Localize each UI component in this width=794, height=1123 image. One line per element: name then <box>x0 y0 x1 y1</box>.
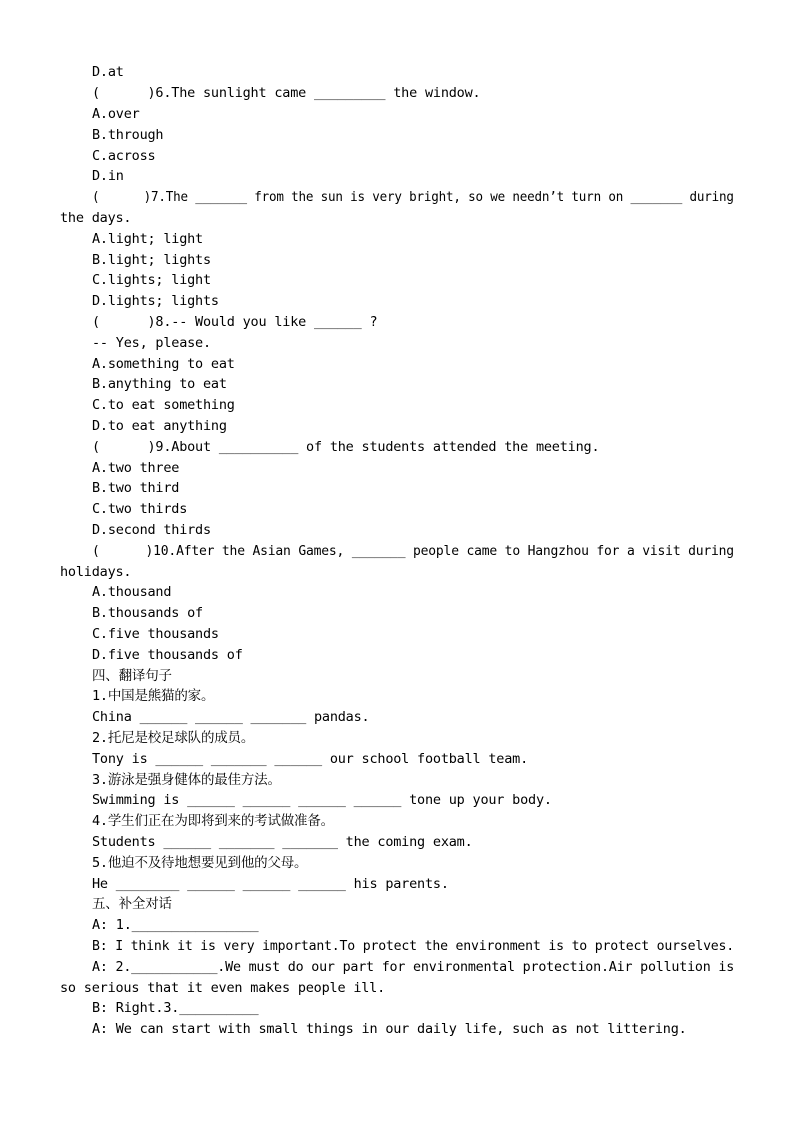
q6-option-b: B.through <box>92 127 164 143</box>
translation-2-blanks: Tony is ______ _______ ______ our school football team. <box>92 751 529 767</box>
q5-option-d: D.at <box>92 64 124 80</box>
question-8: ( )8.-- Would you like ______ ? <box>92 314 378 330</box>
question-9: ( )9.About __________ of the students attended the meeting. <box>92 439 600 455</box>
translation-3-prompt: 3.游泳是强身健体的最佳方法。 <box>92 772 281 788</box>
q9-option-d: D.second thirds <box>92 522 211 538</box>
section-4-heading: 四、翻译句子 <box>92 668 172 684</box>
dialogue-a-1: A: 1.________________ <box>92 917 259 933</box>
q10-option-a: A.thousand <box>92 584 172 600</box>
q10-option-c: C.five thousands <box>92 626 219 642</box>
question-7-continued: the days. <box>60 210 132 226</box>
q7-option-b: B.light; lights <box>92 252 211 268</box>
dialogue-a-3: A: We can start with small things in our daily life, such as not littering. <box>92 1021 687 1037</box>
dialogue-b-2: B: Right.3.__________ <box>92 1000 259 1016</box>
q9-option-a: A.two three <box>92 460 180 476</box>
q8-option-b: B.anything to eat <box>92 376 227 392</box>
q9-option-b: B.two third <box>92 480 180 496</box>
q8-option-a: A.something to eat <box>92 356 235 372</box>
q7-option-a: A.light; light <box>92 231 203 247</box>
translation-2-prompt: 2.托尼是校足球队的成员。 <box>92 730 255 746</box>
q6-option-c: C.across <box>92 148 156 164</box>
q6-option-a: A.over <box>92 106 140 122</box>
translation-3-blanks: Swimming is ______ ______ ______ ______ tone up your body. <box>92 792 552 808</box>
q6-option-d: D.in <box>92 168 124 184</box>
dialogue-b-1: B: I think it is very important.To protect the environment is to protect ourselves. <box>92 938 735 954</box>
dialogue-a-2-continued: so serious that it even makes people ill. <box>60 980 386 996</box>
q7-option-d: D.lights; lights <box>92 293 219 309</box>
q8-option-c: C.to eat something <box>92 397 235 413</box>
question-10-continued: holidays. <box>60 564 132 580</box>
translation-1-prompt: 1.中国是熊猫的家。 <box>92 688 215 704</box>
q7-option-c: C.lights; light <box>92 272 211 288</box>
q9-option-c: C.two thirds <box>92 501 188 517</box>
translation-4-prompt: 4.学生们正在为即将到来的考试做准备。 <box>92 813 334 829</box>
q8-option-d: D.to eat anything <box>92 418 227 434</box>
q10-option-d: D.five thousands of <box>92 647 243 663</box>
dialogue-a-2: A: 2.___________.We must do our part for environmental protection.Air pollution is <box>92 959 735 975</box>
translation-4-blanks: Students ______ _______ _______ the coming exam. <box>92 834 473 850</box>
translation-5-prompt: 5.他迫不及待地想要见到他的父母。 <box>92 855 308 871</box>
question-7: ( )7.The _______ from the sun is very bright, so we needn’t turn on _______ during <box>92 189 734 205</box>
q10-option-b: B.thousands of <box>92 605 203 621</box>
translation-5-blanks: He ________ ______ ______ ______ his parents. <box>92 876 449 892</box>
question-6: ( )6.The sunlight came _________ the window. <box>92 85 481 101</box>
translation-1-blanks: China ______ ______ _______ pandas. <box>92 709 370 725</box>
section-5-heading: 五、补全对话 <box>92 896 172 912</box>
question-10: ( )10.After the Asian Games, _______ people came to Hangzhou for a visit during <box>92 543 734 559</box>
question-8-reply: -- Yes, please. <box>92 335 211 351</box>
